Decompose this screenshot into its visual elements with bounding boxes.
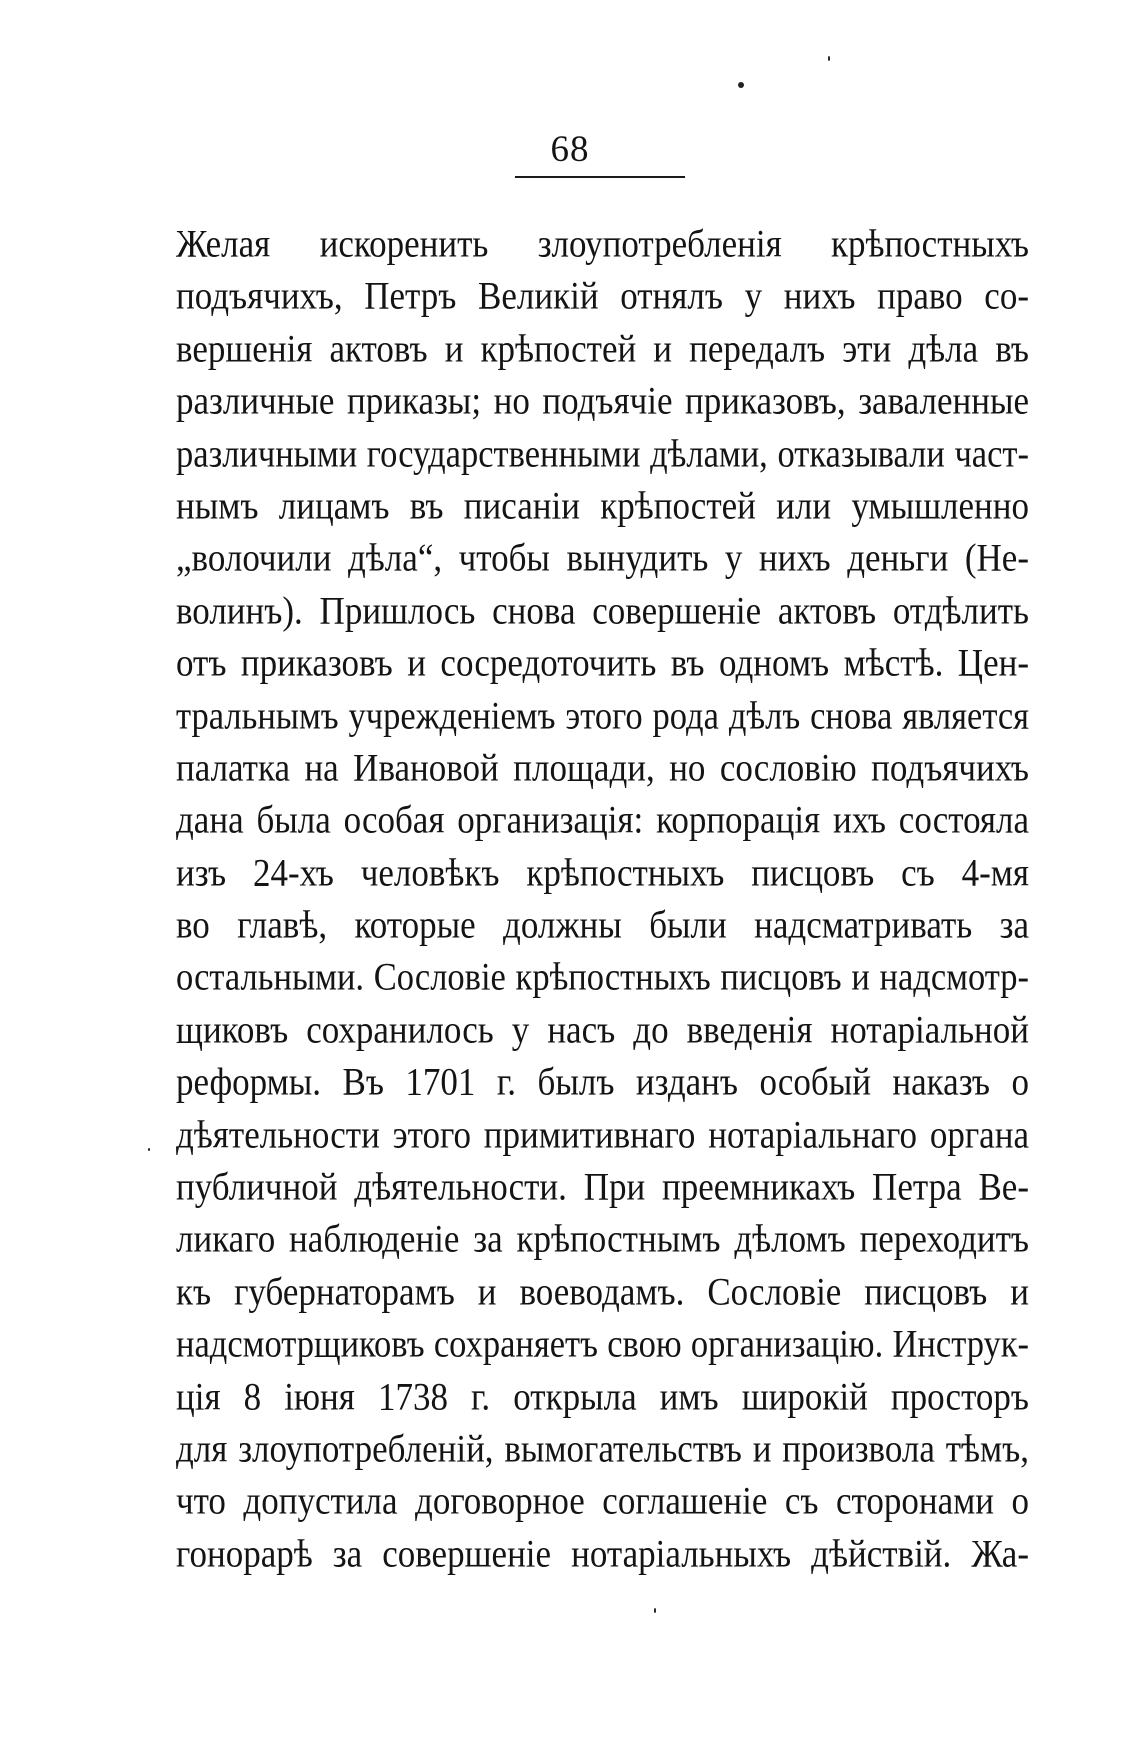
text-line: дѣятельности этого примитивнаго нотаріальнаго органа <box>176 1112 1029 1156</box>
text-line: нымъ лицамъ въ писаніи крѣпостей или умышленно <box>176 483 1029 528</box>
text-line: гонорарѣ за совершеніе нотаріальныхъ дѣйствій. Жа- <box>176 1531 1029 1576</box>
text-line: къ губернаторамъ и воеводамъ. Сословіе писцовъ и <box>176 1269 1029 1314</box>
text-line: публичной дѣятельности. При преемникахъ Петра Ве- <box>176 1164 1029 1209</box>
text-line: различными государственными дѣлами, отказывали част- <box>176 432 1029 475</box>
text-line: щиковъ сохранилось у насъ до введенія нотаріальной <box>176 1007 1029 1052</box>
text-line: отъ приказовъ и сосредоточить въ одномъ мѣстѣ. Цен- <box>176 640 1029 685</box>
text-line: „волочили дѣла“, чтобы вынудить у нихъ деньги (Не- <box>176 535 1029 580</box>
text-line: подъячихъ, Петръ Великій отнялъ у нихъ право со- <box>176 273 1029 318</box>
ink-speck <box>148 1148 150 1151</box>
text-line: ція 8 іюня 1738 г. открыла имъ широкій просторъ <box>176 1374 1029 1418</box>
text-line: что допустила договорное соглашеніе съ сторонами о <box>176 1478 1029 1523</box>
ink-speck <box>828 56 830 61</box>
text-line: для злоупотребленій, вымогательствъ и произвола тѣмъ, <box>176 1426 1029 1471</box>
ink-speck <box>654 1608 656 1613</box>
text-line: ликаго наблюденіе за крѣпостнымъ дѣломъ переходитъ <box>176 1216 1029 1261</box>
header-rule <box>515 176 685 178</box>
text-line: реформы. Въ 1701 г. былъ изданъ особый наказъ о <box>176 1059 1029 1104</box>
text-line: Желая искоренить злоупотребленія крѣпостныхъ <box>176 221 1029 266</box>
text-line: дана была особая организація: корпорація ихъ состояла <box>176 797 1029 842</box>
text-line: во главѣ, которые должны были надсматривать за <box>176 902 1029 947</box>
text-line: тральнымъ учрежденіемъ этого рода дѣлъ снова является <box>176 694 1029 737</box>
text-line: вершенія актовъ и крѣпостей и передалъ эти дѣла въ <box>176 326 1029 371</box>
page-number: 68 <box>550 129 590 170</box>
text-line: изъ 24-хъ человѣкъ крѣпостныхъ писцовъ съ 4-мя <box>176 850 1029 894</box>
ink-speck <box>738 82 744 88</box>
text-line: различные приказы; но подъячіе приказовъ, заваленные <box>176 378 1029 423</box>
text-line: остальными. Сословіе крѣпостныхъ писцовъ и надсмотр- <box>176 956 1029 999</box>
body-paragraph <box>176 218 1029 1580</box>
text-line: надсмотрщиковъ сохраняетъ свою организацію. Инструк- <box>176 1322 1029 1366</box>
text-line: палатка на Ивановой площади, но сословію подъячихъ <box>176 745 1029 790</box>
text-line: волинъ). Пришлось снова совершеніе актовъ отдѣлить <box>176 588 1029 632</box>
